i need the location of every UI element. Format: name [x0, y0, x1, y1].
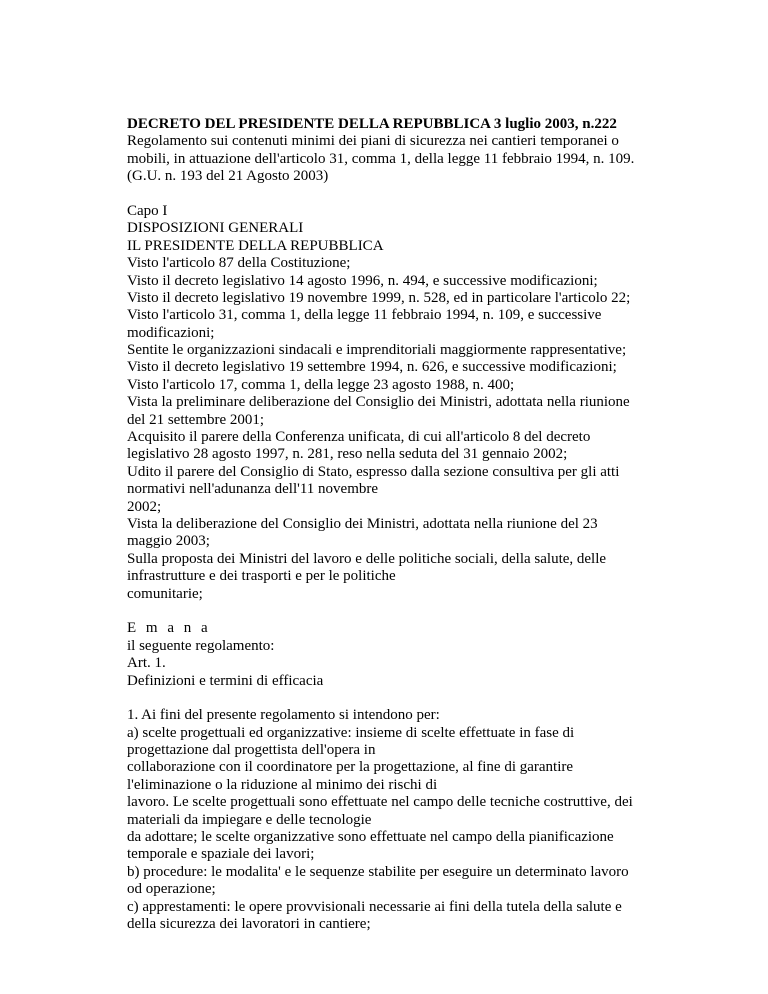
preamble-line: Visto l'articolo 17, comma 1, della legge 23 agosto 1988, n. 400;: [127, 376, 515, 393]
preamble-line: Visto l'articolo 31, comma 1, della legge 11 febbraio 1994, n. 109, e successive: [127, 307, 602, 324]
article-line: od operazione;: [127, 881, 216, 898]
subtitle-line: Regolamento sui contenuti minimi dei piani di sicurezza nei cantieri temporanei o: [127, 133, 619, 150]
chapter-title: DISPOSIZIONI GENERALI: [127, 220, 304, 237]
preamble-line: Visto il decreto legislativo 14 agosto 1996, n. 494, e successive modificazioni;: [127, 272, 598, 289]
article-line: c) apprestamenti: le opere provvisionali necessarie ai fini della tutela della salute e: [127, 898, 622, 915]
preamble-line: maggio 2003;: [127, 533, 210, 550]
preamble: [127, 203, 747, 603]
preamble-line: infrastrutture e dei trasporti e per le politiche: [127, 568, 396, 585]
preamble-line: Visto il decreto legislativo 19 novembre 1999, n. 528, ed in particolare l'articolo 22;: [127, 289, 631, 306]
article-line: l'eliminazione o la riduzione al minimo dei rischi di: [127, 776, 438, 793]
article-line: materiali da impiegare e delle tecnologie: [127, 811, 372, 828]
article-line: temporale e spaziale dei lavori;: [127, 846, 315, 863]
article-line: b) procedure: le modalita' e le sequenze stabilite per eseguire un determinato lavoro: [127, 863, 629, 880]
preamble-line: comunitarie;: [127, 585, 203, 602]
blank-line: [127, 186, 747, 203]
article-line: 1. Ai fini del presente regolamento si intendono per:: [127, 707, 440, 724]
enactment-line: il seguente regolamento:: [127, 637, 275, 654]
preamble-line: Visto l'articolo 87 della Costituzione;: [127, 255, 351, 272]
document-page: [127, 116, 747, 933]
preamble-line: Visto il decreto legislativo 19 settembre 1994, n. 626, e successive modificazioni;: [127, 359, 617, 376]
preamble-line: legislativo 28 agosto 1997, n. 281, reso nella seduta del 31 gennaio 2002;: [127, 446, 568, 463]
preamble-line: Sentite le organizzazioni sindacali e imprenditoriali maggiormente rappresentative;: [127, 342, 627, 359]
article-number: Art. 1.: [127, 655, 166, 672]
blank-line: [127, 603, 747, 620]
article-line: collaborazione con il coordinatore per la progettazione, al fine di garantire: [127, 759, 574, 776]
decree-subtitle: [127, 133, 747, 185]
preamble-line: Udito il parere del Consiglio di Stato, espresso dalla sezione consultiva per gli atti: [127, 463, 620, 480]
article-line: della sicurezza dei lavoratori in cantiere;: [127, 915, 371, 932]
emana-heading: E m a n a: [127, 620, 211, 637]
subtitle-line: (G.U. n. 193 del 21 Agosto 2003): [127, 168, 329, 185]
preamble-line: Acquisito il parere della Conferenza unificata, di cui all'articolo 8 del decreto: [127, 429, 591, 446]
blank-line: [127, 690, 747, 707]
preamble-line: modificazioni;: [127, 324, 215, 341]
decree-title: DECRETO DEL PRESIDENTE DELLA REPUBBLICA 3 luglio 2003, n.222: [127, 116, 617, 132]
article-line: lavoro. Le scelte progettuali sono effettuate nel campo delle tecniche costruttive, dei: [127, 794, 633, 811]
chapter-heading: Capo I: [127, 202, 168, 219]
article-line: a) scelte progettuali ed organizzative: insieme di scelte effettuate in fase di: [127, 724, 575, 741]
preamble-line: 2002;: [127, 498, 162, 515]
preamble-line: del 21 settembre 2001;: [127, 411, 265, 428]
president-heading: IL PRESIDENTE DELLA REPUBBLICA: [127, 237, 384, 254]
preamble-line: Vista la preliminare deliberazione del Consiglio dei Ministri, adottata nella riunione: [127, 394, 630, 411]
article-line: da adottare; le scelte organizzative sono effettuate nel campo della pianificazione: [127, 829, 614, 846]
preamble-line: Vista la deliberazione del Consiglio dei Ministri, adottata nella riunione del 23: [127, 515, 598, 532]
article-line: progettazione dal progettista dell'opera in: [127, 742, 376, 759]
article-body: [127, 707, 747, 933]
enactment: [127, 620, 747, 690]
preamble-line: Sulla proposta dei Ministri del lavoro e delle politiche sociali, della salute, delle: [127, 550, 607, 567]
article-title: Definizioni e termini di efficacia: [127, 672, 324, 689]
subtitle-line: mobili, in attuazione dell'articolo 31, comma 1, della legge 11 febbraio 1994, n. 109.: [127, 150, 635, 167]
preamble-line: normativi nell'adunanza dell'11 novembre: [127, 481, 379, 498]
